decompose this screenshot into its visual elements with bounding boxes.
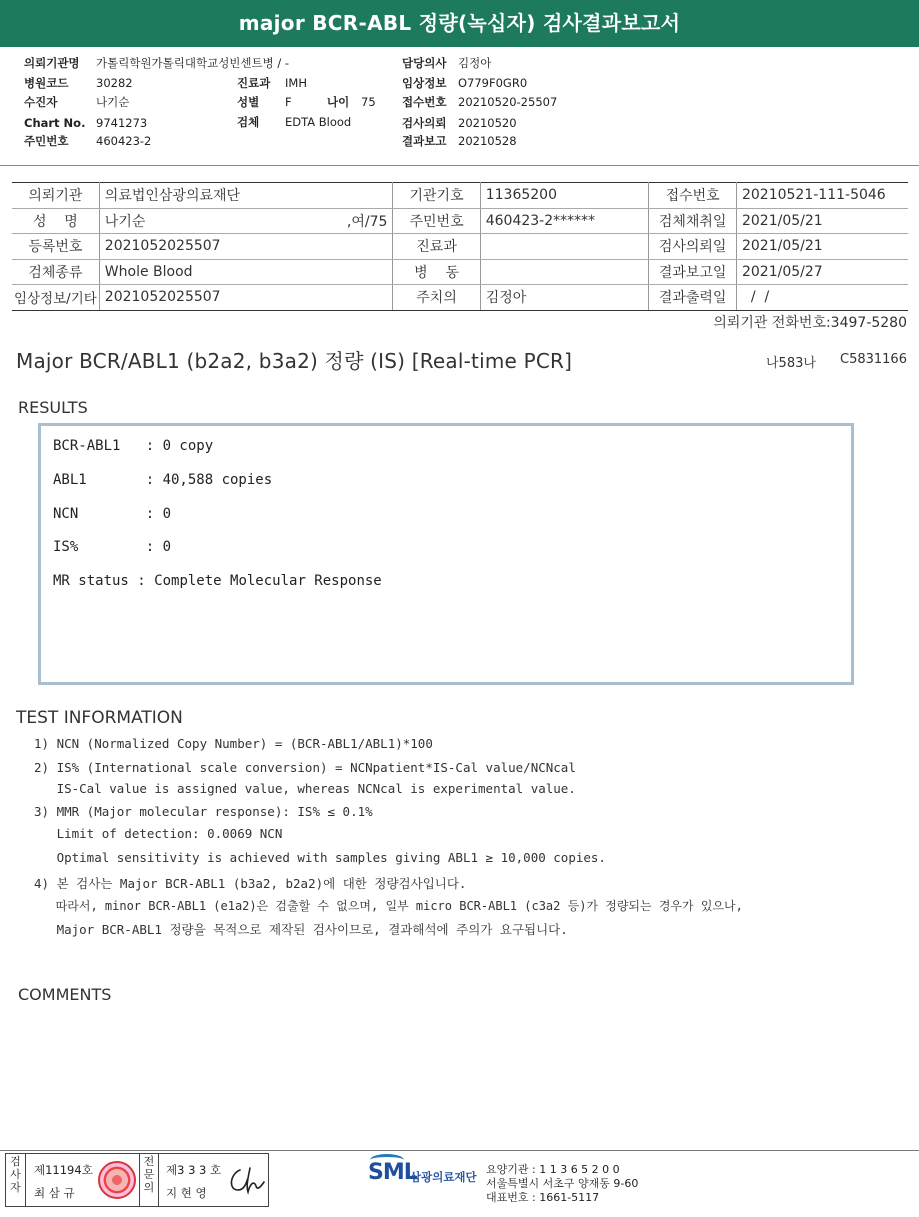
test-title: Major BCR/ABL1 (b2a2, b3a2) 정량 (IS) [Real-time PCR] [16,349,573,373]
table-cell: 460423-2****** [480,208,649,234]
test-info-line: Optimal sensitivity is achieved with samples giving ABL1 ≥ 10,000 copies. [34,850,606,865]
test-info-line: Major BCR-ABL1 정량을 목적으로 제작된 검사이므로, 결과해석에 주의가 요구됩니다. [34,922,568,937]
test-info-line: 1) NCN (Normalized Copy Number) = (BCR-ABL1/ABL1)*100 [34,736,433,751]
table-row [12,183,908,209]
logo-name: 삼광의료재단 [410,1170,477,1184]
table-cell [480,234,649,260]
header-report: 결과보고 20210528 [402,134,517,148]
result-row-abl1: ABL1 : 40,588 copies [53,472,273,488]
table-cell: 2021/05/27 [736,259,908,285]
test-info-line: 2) IS% (International scale conversion) = NCNpatient*IS-Cal value/NCNcal [34,760,576,775]
table-cell: 주민번호 [393,208,480,234]
header-resident-no: 주민번호 460423-2 [24,134,152,148]
table-cell: 검사의뢰일 [649,234,737,260]
table-cell: 주치의 [393,285,480,311]
header-department: 진료과 IMH [237,76,307,90]
test-code-2: C5831166 [840,352,907,367]
institution-code: 요양기관 : 1 1 3 6 5 2 0 0 [486,1163,620,1176]
table-row [12,285,908,311]
result-row-ncn: NCN : 0 [53,506,172,522]
table-cell: 2021052025507 [99,234,393,260]
patient-name: 나기순 [104,213,146,230]
examiner-license-no: 제11194호 [34,1163,93,1177]
table-cell: 임상정보/기타 [12,285,99,311]
header-sex-age: 성별 F 나이 75 [237,95,376,109]
handwritten-signature-icon [226,1164,266,1198]
table-cell: 등록번호 [12,234,99,260]
header-hospital-code: 병원코드 30282 [24,76,133,90]
table-cell: Whole Blood [99,259,393,285]
header-clinical-info: 임상정보 O779F0GR0 [402,76,528,90]
institution-phone: 의뢰기관 전화번호:3497-5280 [713,315,907,331]
institution-phone-number: 대표번호 : 1661-5117 [486,1191,600,1204]
footer-divider [0,1150,919,1151]
test-info-line: Limit of detection: 0.0069 NCN [34,826,283,841]
header-receipt-no: 접수번호 20210520-25507 [402,95,558,109]
table-cell: 병 동 [393,259,480,285]
test-info-line: 3) MMR (Major molecular response): IS% ≤ 0.1% [34,804,373,819]
table-cell: 진료과 [393,234,480,260]
table-cell [480,259,649,285]
table-cell: 김정아 [480,285,649,311]
test-info-line: 4) 본 검사는 Major BCR-ABL1 (b3a2, b2a2)에 대한 정량검사입니다. [34,876,467,891]
header-institution: 의뢰기관명 가톨릭학원가톨릭대학교성빈센트병 / - [24,56,290,70]
report-title: major BCR-ABL 정량(녹십자) 검사결과보고서 [0,0,919,47]
table-cell: 결과보고일 [649,259,737,285]
table-cell: 2021/05/21 [736,208,908,234]
seal-stamp-icon [98,1161,136,1199]
table-cell: 의료법인삼광의료재단 [99,183,393,209]
table-row [12,208,908,234]
patient-sex-age: ,여/75 [346,213,388,230]
table-cell [99,208,393,234]
result-row-is-percent: IS% : 0 [53,539,172,555]
logo-mark: SML [368,1160,417,1185]
table-cell: 기관기호 [393,183,480,209]
table-cell: 접수번호 [649,183,737,209]
test-info-heading: TEST INFORMATION [16,708,183,728]
header-doctor: 담당의사 김정아 [402,56,492,70]
table-row [12,234,908,260]
table-cell: / / [736,285,908,311]
table-cell: 성 명 [12,208,99,234]
table-cell: 20210521-111-5046 [736,183,908,209]
result-row-mr-status: MR status : Complete Molecular Response [53,573,382,589]
specialist-name: 지 현 영 [166,1186,207,1200]
specialist-label: 전문의 [139,1154,159,1206]
examiner-name: 최 삼 규 [34,1186,75,1200]
header-chart-no: Chart No. 9741273 [24,116,148,130]
test-info-line: IS-Cal value is assigned value, whereas NCNcal is experimental value. [34,781,576,796]
examiner-label: 검사자 [6,1154,26,1206]
header-request: 검사의뢰 20210520 [402,116,517,130]
table-cell: 검체종류 [12,259,99,285]
table-cell: 2021/05/21 [736,234,908,260]
header-specimen: 검체 EDTA Blood [237,115,352,129]
result-row-bcr-abl1: BCR-ABL1 : 0 copy [53,438,214,454]
table-cell: 의뢰기관 [12,183,99,209]
header-recipient: 수진자 나기순 [24,95,130,109]
table-cell: 검체채취일 [649,208,737,234]
patient-info-table [12,182,908,311]
table-row [12,259,908,285]
results-heading: RESULTS [18,398,88,417]
header-divider [0,165,919,166]
test-code-1: 나583나 [766,356,816,371]
table-cell: 2021052025507 [99,285,393,311]
table-cell: 11365200 [480,183,649,209]
comments-heading: COMMENTS [18,985,112,1004]
signature-box [5,1153,269,1207]
specialist-license-no: 제3 3 3 호 [166,1163,222,1177]
institution-address: 서울특별시 서초구 양재동 9-60 [486,1177,639,1190]
table-cell: 결과출력일 [649,285,737,311]
test-info-line: 따라서, minor BCR-ABL1 (e1a2)은 검출할 수 없으며, 일부 micro BCR-ABL1 (c3a2 등)가 정량되는 경우가 있으나, [34,899,743,913]
results-box [38,423,854,685]
